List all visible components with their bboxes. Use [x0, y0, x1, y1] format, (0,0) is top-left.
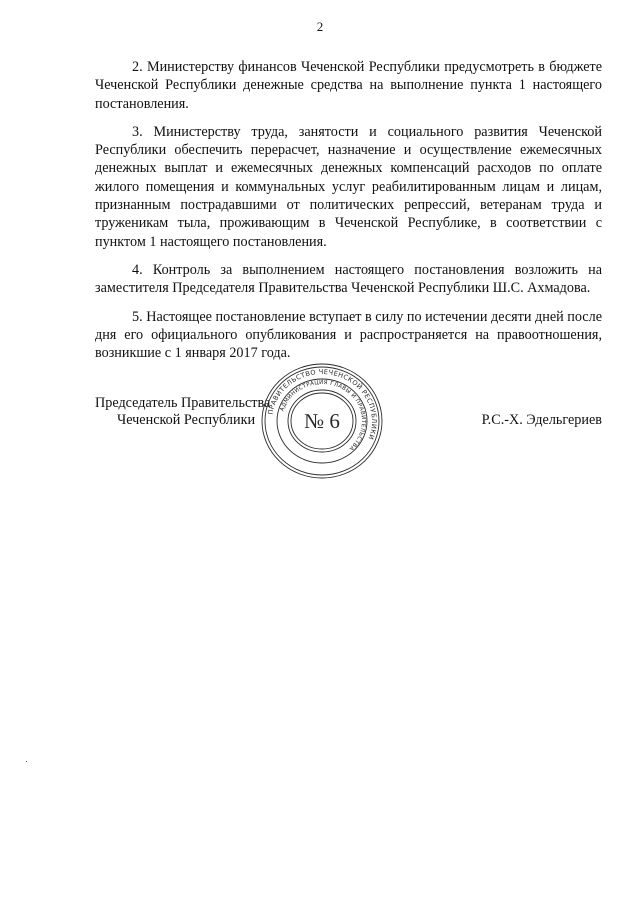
paragraph-4: 4. Контроль за выполнением настоящего постановления возложить на заместителя Председателя Правительства Чеченской Республики Ш.С. Ахмадова. [95, 261, 602, 297]
seal-number: № 6 [304, 409, 340, 433]
paragraph-2: 2. Министерству финансов Чеченской Республики предусмотреть в бюджете Чеченской Республики денежные средства на выполнение пункта 1 настоящего постановления. [95, 59, 602, 112]
signatory-title [95, 395, 270, 429]
signatory-title-line1: Председатель Правительства [95, 395, 271, 411]
seal-inner-text: АДМИНИСТРАЦИЯ ГЛАВЫ И ПРАВИТЕЛЬСТВА [279, 379, 367, 452]
scan-speck [26, 761, 27, 762]
document-body [95, 58, 602, 372]
signatory-name: Р.С.-Х. Эдельгериев [481, 412, 602, 428]
official-seal-stamp [256, 361, 388, 481]
paragraph-3: 3. Министерству труда, занятости и социального развития Чеченской Республики обеспечить перерасчет, назначение и осуществление ежемесячных денежных выплат и ежемесячных денежных компенсаций расходов по оплате жилого помещения и коммунальных услуг реабилитированным лицам и лицам, признанным пострадавшими от политических репрессий, ветеранам труда и труженикам тыла, проживающим в Чеченской Республике, в соответствии с пунктом 1 настоящего постановления. [95, 123, 602, 250]
signatory-title-line2: Чеченской Республики [117, 412, 256, 428]
page-number: 2 [316, 19, 324, 34]
paragraph-5: 5. Настоящее постановление вступает в силу по истечении десяти дней после дня его официального опубликования и распространяется на правоотношения, возникшие с 1 января 2017 года. [95, 308, 602, 362]
seal-outer-text: ПРАВИТЕЛЬСТВО ЧЕЧЕНСКОЙ РЕСПУБЛИКИ [266, 367, 379, 441]
